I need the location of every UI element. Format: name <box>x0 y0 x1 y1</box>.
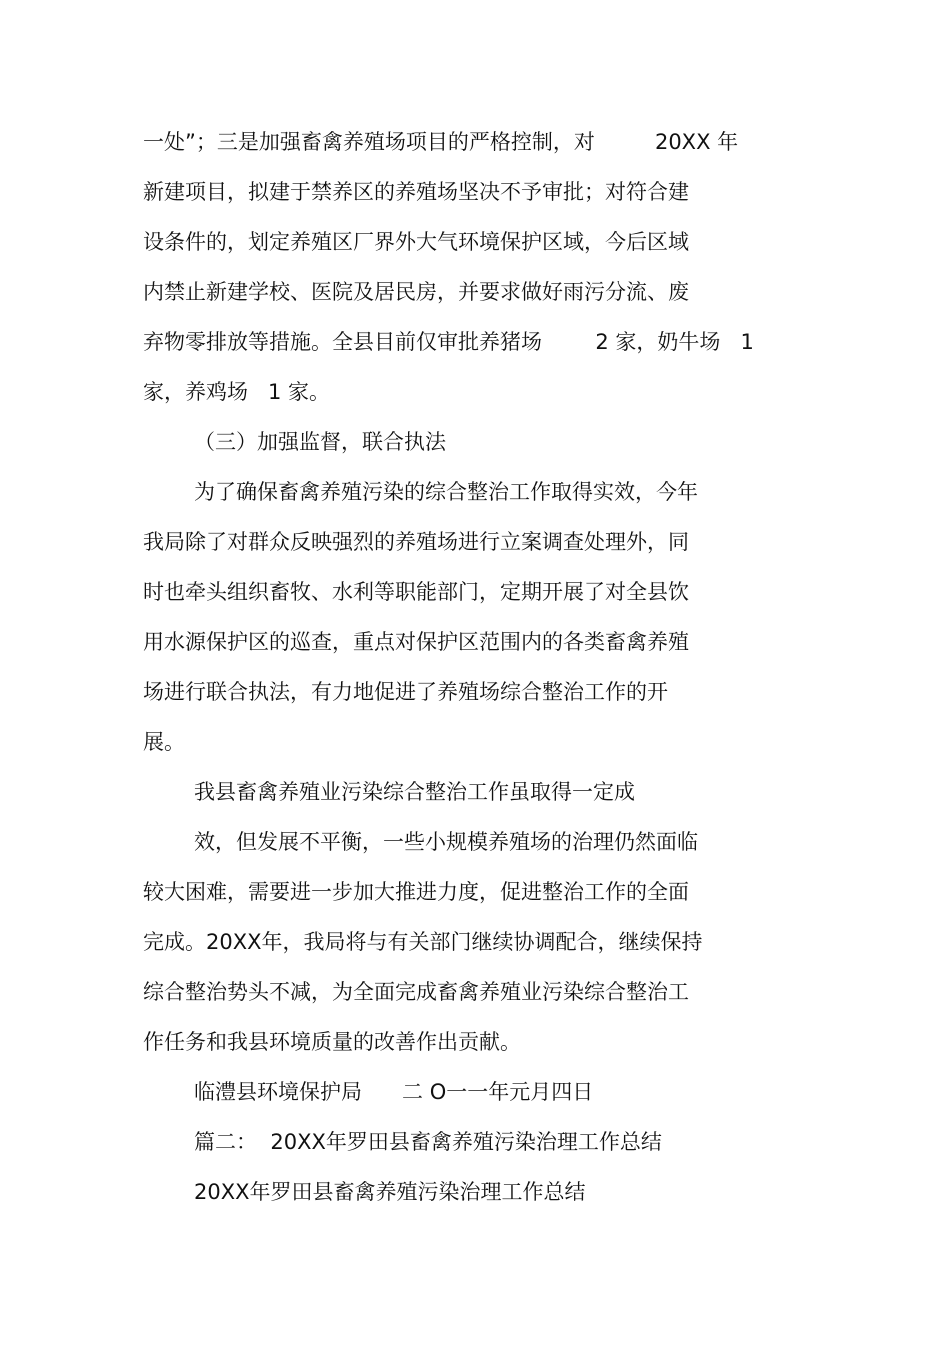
text-line-19: 作任务和我县环境质量的改善作出贡献。 <box>143 1030 521 1054</box>
text-line-18: 综合整治势头不减，为全面完成畜禽养殖业污染综合整治工 <box>143 980 689 1004</box>
text-line-6: 家，养鸡场 1 家。 <box>143 380 331 404</box>
text-line-11: 用水源保护区的巡查，重点对保护区范围内的各类畜禽养殖 <box>143 630 689 654</box>
text-line-1: 一处”；三是加强畜禽养殖场项目的严格控制，对 20XX 年 <box>143 130 739 154</box>
text-line-15: 效，但发展不平衡，一些小规模养殖场的治理仍然面临 <box>194 830 698 854</box>
text-line-9: 我局除了对群众反映强烈的养殖场进行立案调查处理外，同 <box>143 530 689 554</box>
chapter-title: 篇二： 20XX年罗田县畜禽养殖污染治理工作总结 <box>194 1130 662 1154</box>
text-line-4: 内禁止新建学校、医院及居民房，并要求做好雨污分流、废 <box>143 280 689 304</box>
text-line-14: 我县畜禽养殖业污染综合整治工作虽取得一定成 <box>194 780 635 804</box>
text-line-12: 场进行联合执法，有力地促进了养殖场综合整治工作的开 <box>143 680 668 704</box>
text-line-8: 为了确保畜禽养殖污染的综合整治工作取得实效，今年 <box>194 480 698 504</box>
text-line-5: 弃物零排放等措施。全县目前仅审批养猪场 2 家，奶牛场 1 <box>143 330 754 354</box>
text-line-10: 时也牵头组织畜牧、水利等职能部门，定期开展了对全县饮 <box>143 580 689 604</box>
text-line-17: 完成。20XX年，我局将与有关部门继续协调配合，继续保持 <box>143 930 703 954</box>
text-line-2: 新建项目，拟建于禁养区的养殖场坚决不予审批；对符合建 <box>143 180 689 204</box>
section-heading: （三）加强监督，联合执法 <box>194 430 446 454</box>
document-title: 20XX年罗田县畜禽养殖污染治理工作总结 <box>194 1180 586 1204</box>
text-line-13: 展。 <box>143 730 185 754</box>
text-line-3: 设条件的，划定养殖区厂界外大气环境保护区域，今后区域 <box>143 230 689 254</box>
signature-line: 临澧县环境保护局 二 O一一年元月四日 <box>194 1080 594 1104</box>
text-line-16: 较大困难，需要进一步加大推进力度，促进整治工作的全面 <box>143 880 689 904</box>
